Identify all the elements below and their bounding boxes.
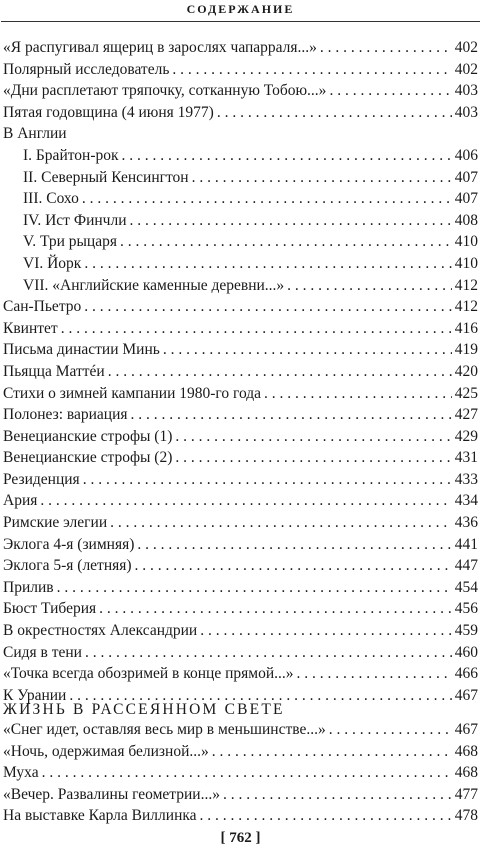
dot-leader bbox=[163, 339, 452, 361]
dot-leader bbox=[108, 361, 452, 383]
dot-leader bbox=[57, 577, 452, 599]
toc-entry-title: «Снег идет, оставляя весь мир в меньшинстве...» bbox=[3, 721, 326, 738]
toc-entry[interactable] bbox=[3, 145, 478, 167]
toc-entry-title: «Точка всегда обозримей в конце прямой...» bbox=[3, 665, 294, 683]
toc-entry-page: 408 bbox=[454, 211, 478, 229]
toc-entry-title: Эклога 4-я (зимняя) bbox=[3, 535, 135, 553]
toc-entry-page: 416 bbox=[454, 319, 478, 337]
dot-leader bbox=[85, 642, 452, 664]
dot-leader bbox=[84, 253, 451, 275]
section-title: ЖИЗНЬ В РАССЕЯННОМ СВЕТЕ bbox=[3, 701, 285, 718]
dot-leader bbox=[200, 620, 452, 642]
dot-leader bbox=[212, 741, 452, 763]
toc-entry-page: 459 bbox=[454, 622, 478, 640]
toc-entry[interactable] bbox=[3, 296, 478, 318]
toc-entry-page: 466 bbox=[454, 665, 478, 683]
toc-entry[interactable] bbox=[3, 210, 478, 232]
dot-leader bbox=[175, 447, 451, 469]
toc-entry-title: VI. Йорк bbox=[23, 254, 82, 272]
dot-leader bbox=[83, 469, 452, 491]
page-number: [ 762 ] bbox=[220, 830, 261, 846]
toc-entry[interactable] bbox=[3, 426, 478, 448]
dot-leader bbox=[320, 37, 452, 59]
toc-entry[interactable] bbox=[3, 512, 478, 534]
toc-entry[interactable] bbox=[3, 784, 478, 806]
toc-entry-title: V. Три рыцаря bbox=[23, 233, 117, 251]
dot-leader bbox=[131, 404, 452, 426]
toc-entry[interactable] bbox=[3, 534, 478, 556]
toc-entry[interactable] bbox=[3, 741, 478, 763]
toc-entry-page: 402 bbox=[454, 60, 478, 78]
toc-entry-page: 436 bbox=[454, 514, 478, 532]
toc-entry[interactable] bbox=[3, 663, 478, 685]
toc-entry-page: 406 bbox=[454, 146, 478, 164]
toc-entry[interactable] bbox=[3, 642, 478, 664]
toc-entry-page: 454 bbox=[454, 578, 478, 596]
toc-entry-page: 456 bbox=[454, 600, 478, 618]
dot-leader bbox=[175, 426, 451, 448]
dot-leader bbox=[137, 534, 451, 556]
toc-entry-title: Пьяцца Маттéи bbox=[3, 362, 105, 380]
toc-entry-title: «Я распугивал ящериц в зарослях чапарраля...» bbox=[3, 39, 317, 56]
dot-leader bbox=[135, 555, 452, 577]
toc-entry[interactable] bbox=[3, 167, 478, 189]
dot-leader bbox=[200, 805, 452, 827]
dot-leader bbox=[122, 145, 452, 167]
toc-entry[interactable] bbox=[3, 361, 478, 383]
toc-entry-title: В Англии bbox=[3, 125, 67, 143]
dot-leader bbox=[297, 663, 452, 685]
table-of-contents-section bbox=[3, 719, 478, 827]
dot-leader bbox=[40, 490, 451, 512]
toc-entry-page: 407 bbox=[454, 168, 478, 186]
toc-entry[interactable] bbox=[3, 253, 478, 275]
toc-entry[interactable] bbox=[3, 762, 478, 784]
toc-entry[interactable] bbox=[3, 102, 478, 124]
dot-leader bbox=[287, 275, 452, 297]
toc-entry-page: 468 bbox=[454, 764, 478, 782]
toc-entry[interactable] bbox=[3, 805, 478, 827]
toc-entry-title: Сидя в тени bbox=[3, 643, 82, 661]
toc-entry-title: Квинтет bbox=[3, 319, 58, 337]
toc-entry-title: Муха bbox=[3, 764, 39, 782]
toc-entry-page: 419 bbox=[454, 341, 478, 359]
toc-entry-title: Ария bbox=[3, 492, 38, 510]
toc-entry-page: 412 bbox=[454, 276, 478, 294]
toc-entry-title: Эклога 5-я (летняя) bbox=[3, 557, 132, 575]
dot-leader bbox=[329, 80, 451, 102]
toc-entry-page: 433 bbox=[454, 470, 478, 488]
table-of-contents bbox=[3, 37, 478, 706]
toc-entry[interactable] bbox=[3, 577, 478, 599]
dot-leader bbox=[110, 512, 452, 534]
toc-entry-page: 403 bbox=[454, 103, 478, 121]
toc-entry-title: Письма династии Минь bbox=[3, 341, 160, 359]
toc-entry-page: 403 bbox=[454, 82, 478, 100]
toc-entry[interactable] bbox=[3, 231, 478, 253]
toc-entry-title: К Урании bbox=[3, 686, 67, 704]
dot-leader bbox=[192, 167, 452, 189]
dot-leader bbox=[264, 383, 452, 405]
toc-entry-title: Сан-Пьетро bbox=[3, 298, 82, 316]
toc-entry-title: Полярный исследователь bbox=[3, 60, 170, 78]
toc-entry[interactable] bbox=[3, 123, 478, 145]
toc-entry-page: 407 bbox=[454, 190, 478, 208]
toc-entry-page: 425 bbox=[454, 384, 478, 402]
toc-entry-title: Стихи о зимней кампании 1980-го года bbox=[3, 384, 262, 402]
dot-leader bbox=[120, 231, 452, 253]
toc-entry-title: «Вечер. Развалины геометрии...» bbox=[3, 785, 220, 803]
toc-entry[interactable] bbox=[3, 490, 478, 512]
toc-entry[interactable] bbox=[3, 469, 478, 491]
toc-entry-title: I. Брайтон-рок bbox=[23, 146, 119, 164]
toc-entry-page: 434 bbox=[454, 492, 478, 510]
toc-entry-page: 468 bbox=[454, 742, 478, 760]
toc-entry[interactable] bbox=[3, 37, 478, 59]
toc-entry[interactable] bbox=[3, 719, 478, 741]
toc-entry-title: Пятая годовщина (4 июня 1977) bbox=[3, 103, 214, 121]
toc-entry-page: 412 bbox=[454, 298, 478, 316]
toc-entry-page: 427 bbox=[454, 406, 478, 424]
toc-entry-title: Резиденция bbox=[3, 470, 80, 488]
toc-entry-page: 478 bbox=[454, 807, 478, 825]
toc-entry[interactable] bbox=[3, 598, 478, 620]
toc-entry-title: Венецианские строфы (1) bbox=[3, 427, 173, 445]
toc-entry-page: 431 bbox=[454, 449, 478, 467]
toc-entry[interactable] bbox=[3, 620, 478, 642]
toc-entry[interactable] bbox=[3, 404, 478, 426]
toc-entry-page: 467 bbox=[454, 686, 478, 704]
toc-entry-page: 410 bbox=[454, 233, 478, 251]
header-rule bbox=[1, 21, 480, 22]
dot-leader bbox=[99, 598, 452, 620]
dot-leader bbox=[82, 188, 452, 210]
toc-entry-page: 429 bbox=[454, 427, 478, 445]
toc-entry[interactable] bbox=[3, 383, 478, 405]
toc-entry[interactable] bbox=[3, 275, 478, 297]
toc-entry-title: Полонез: вариация bbox=[3, 406, 128, 424]
toc-entry[interactable] bbox=[3, 80, 478, 102]
toc-entry-title: IV. Ист Финчли bbox=[23, 211, 127, 229]
toc-entry-title: Прилив bbox=[3, 578, 54, 596]
toc-entry-title: VII. «Английские каменные деревни...» bbox=[23, 276, 285, 294]
toc-entry[interactable] bbox=[3, 447, 478, 469]
dot-leader bbox=[172, 59, 451, 81]
toc-entry-page: 402 bbox=[454, 39, 478, 56]
toc-entry-title: В окрестностях Александрии bbox=[3, 622, 198, 640]
toc-entry-page: 420 bbox=[454, 362, 478, 380]
dot-leader bbox=[223, 784, 452, 806]
toc-entry[interactable] bbox=[3, 339, 478, 361]
toc-entry-title: II. Северный Кенсингтон bbox=[23, 168, 189, 186]
toc-entry[interactable] bbox=[3, 59, 478, 81]
page-header bbox=[0, 0, 481, 22]
toc-entry[interactable] bbox=[3, 555, 478, 577]
toc-entry-page: 441 bbox=[454, 535, 478, 553]
dot-leader bbox=[61, 318, 452, 340]
header-title: СОДЕРЖАНИЕ bbox=[186, 2, 295, 16]
toc-entry-title: Бюст Тиберия bbox=[3, 600, 97, 618]
toc-entry-title: «Дни расплетают тряпочку, сотканную Тобою...» bbox=[3, 82, 327, 100]
toc-entry-page: 460 bbox=[454, 643, 478, 661]
dot-leader bbox=[329, 719, 452, 741]
toc-entry[interactable] bbox=[3, 188, 478, 210]
toc-entry-title: Римские элегии bbox=[3, 514, 108, 532]
toc-entry-title: На выставке Карла Виллинка bbox=[3, 807, 197, 825]
toc-entry-page: 467 bbox=[454, 721, 478, 738]
toc-entry-page: 410 bbox=[454, 254, 478, 272]
toc-entry-title: Венецианские строфы (2) bbox=[3, 449, 173, 467]
toc-entry-title: III. Сохо bbox=[23, 190, 79, 208]
dot-leader bbox=[84, 296, 451, 318]
toc-entry[interactable] bbox=[3, 318, 478, 340]
toc-entry-page: 477 bbox=[454, 785, 478, 803]
dot-leader bbox=[42, 762, 452, 784]
dot-leader bbox=[217, 102, 452, 124]
toc-entry-title: «Ночь, одержимая белизной...» bbox=[3, 742, 209, 760]
toc-entry-page: 447 bbox=[454, 557, 478, 575]
dot-leader bbox=[130, 210, 452, 232]
